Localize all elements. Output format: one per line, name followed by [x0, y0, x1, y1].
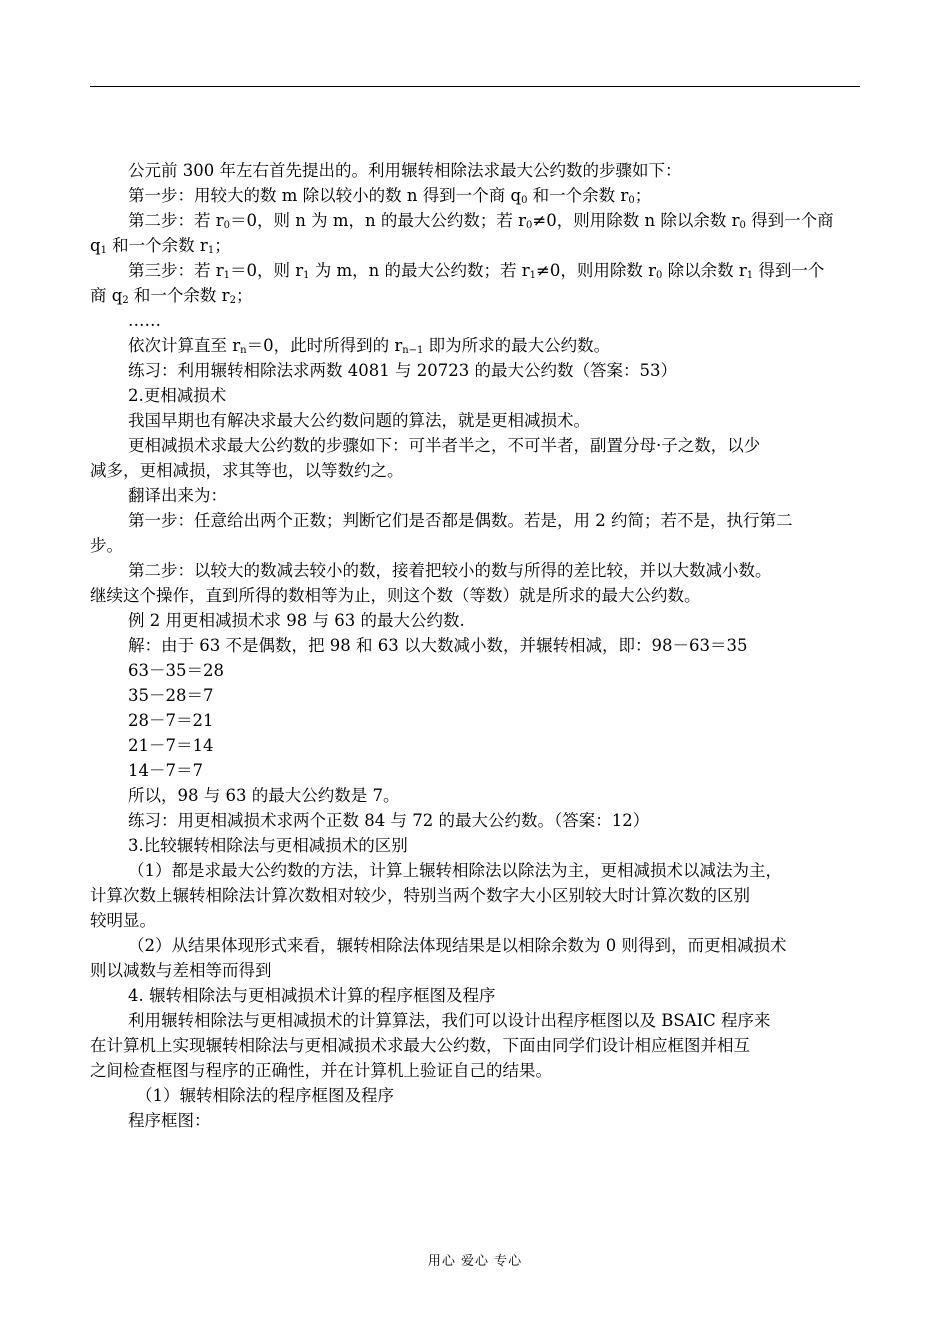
- text-line: [90, 208, 860, 233]
- text-line: [90, 1108, 860, 1133]
- text-run: 我国早期也有解决求最大公约数问题的算法，就是更相减损术。: [128, 411, 590, 430]
- text-run: 例 2 用更相减损术求 98 与 63 的最大公约数.: [128, 611, 465, 630]
- text-run: 和一个余数 r: [527, 186, 629, 205]
- text-run: 2.更相减损术: [128, 386, 227, 405]
- text-run: 第一步：任意给出两个正数；判断它们是否都是偶数。若是，用 2 约简；若不是，执行第二: [128, 511, 793, 530]
- text-line: [90, 833, 860, 858]
- subscript: 1: [207, 245, 215, 256]
- text-line: [90, 333, 860, 358]
- text-run: ≠0，则用除数 n 除以余数 r: [532, 211, 740, 230]
- text-line: [90, 433, 860, 458]
- text-run: 则以减数与差相等而得到: [90, 961, 272, 980]
- text-run: 练习：用更相减损术求两个正数 84 与 72 的最大公约数。（答案：12）: [128, 811, 650, 830]
- subscript: n: [240, 345, 247, 356]
- text-run: 得到一个: [753, 261, 825, 280]
- text-run: （1）辗转相除法的程序框图及程序: [136, 1086, 394, 1105]
- text-run: 28－7＝21: [128, 711, 214, 730]
- subscript: 1: [529, 270, 537, 281]
- text-run: 35－28＝7: [128, 686, 214, 705]
- text-run: 和一个余数 r: [106, 236, 208, 255]
- text-run: 和一个余数 r: [128, 286, 230, 305]
- text-line: [90, 233, 860, 258]
- text-run: 依次计算直至 r: [128, 336, 241, 355]
- subscript: 0: [656, 270, 663, 281]
- text-line: [90, 983, 860, 1008]
- text-run: （1）都是求最大公约数的方法，计算上辗转相除法以除法为主，更相减损术以减法为主，: [128, 861, 782, 880]
- text-line: [90, 608, 860, 633]
- text-run: q: [90, 236, 101, 255]
- text-run: ＝0，则 r: [230, 261, 304, 280]
- text-run: 63－35＝28: [128, 661, 224, 680]
- text-run: 商 q: [90, 286, 123, 305]
- text-run: 第一步：用较大的数 m 除以较小的数 n 得到一个商 q: [128, 186, 522, 205]
- text-run: 公元前 300 年左右首先提出的。利用辗转相除法求最大公约数的步骤如下：: [128, 161, 682, 180]
- subscript: 0: [628, 195, 635, 206]
- text-line: [90, 258, 860, 283]
- text-line: [90, 1083, 860, 1108]
- text-line: [90, 958, 860, 983]
- text-run: ＝0，此时所得到的 r: [246, 336, 403, 355]
- text-run: ≠0，则用除数 r: [536, 261, 657, 280]
- text-line: [90, 1033, 860, 1058]
- text-run: 解：由于 63 不是偶数，把 98 和 63 以大数减小数，并辗转相减，即：98－63＝35: [128, 636, 748, 655]
- text-run: 为 m，n 的最大公约数；若 r: [309, 261, 530, 280]
- text-run: ；: [214, 236, 231, 255]
- text-line: [90, 783, 860, 808]
- text-run: 在计算机上实现辗转相除法与更相减损术求最大公约数，下面由同学们设计相应框图并相互: [90, 1036, 750, 1055]
- text-line: [90, 758, 860, 783]
- text-run: ……: [128, 311, 161, 330]
- subscript: 1: [303, 270, 310, 281]
- subscript: 0: [223, 220, 231, 231]
- text-line: [90, 558, 860, 583]
- text-line: [90, 358, 860, 383]
- page-footer: 用心 爱心 专心: [427, 1254, 523, 1269]
- text-run: 较明显。: [90, 911, 156, 930]
- text-run: ＝0，则 n 为 m，n 的最大公约数；若 r: [230, 211, 527, 230]
- text-run: 4. 辗转相除法与更相减损术计算的程序框图及程序: [128, 986, 496, 1005]
- text-line: [90, 283, 860, 308]
- text-run: 即为所求的最大公约数。: [423, 336, 611, 355]
- text-run: ；: [235, 286, 253, 305]
- text-line: [90, 483, 860, 508]
- text-run: （2）从结果体现形式来看，辗转相除法体现结果是以相除余数为 0 则得到，而更相减损术: [128, 936, 787, 955]
- text-line: [90, 658, 860, 683]
- text-line: [90, 908, 860, 933]
- text-line: [90, 883, 860, 908]
- subscript: 1: [100, 245, 107, 256]
- text-line: [90, 158, 860, 183]
- subscript: 1: [223, 270, 231, 281]
- text-line: [90, 708, 860, 733]
- text-line: [90, 583, 860, 608]
- text-run: 所以，98 与 63 的最大公约数是 7。: [128, 786, 400, 805]
- text-line: [90, 808, 860, 833]
- text-line: [90, 683, 860, 708]
- text-run: 21－7＝14: [128, 736, 214, 755]
- subscript: 1: [746, 270, 754, 281]
- text-run: 程序框图：: [128, 1111, 211, 1130]
- text-line: [90, 183, 860, 208]
- text-line: [90, 1058, 860, 1083]
- text-line: [90, 508, 860, 533]
- text-run: ；: [634, 186, 652, 205]
- text-line: [90, 408, 860, 433]
- subscript: 0: [521, 195, 528, 206]
- text-run: 利用辗转相除法与更相减损术的计算算法，我们可以设计出程序框图以及 BSAIC 程序来: [128, 1011, 771, 1030]
- header-rule: [90, 86, 860, 87]
- text-line: [90, 308, 860, 333]
- text-run: 除以余数 r: [662, 261, 747, 280]
- text-run: 之间检查框图与程序的正确性，并在计算机上验证自己的结果。: [90, 1061, 552, 1080]
- subscript: 2: [122, 295, 129, 306]
- text-run: 练习：利用辗转相除法求两数 4081 与 20723 的最大公约数（答案：53）: [128, 361, 677, 380]
- subscript: 2: [229, 295, 236, 306]
- text-run: 第三步：若 r: [128, 261, 224, 280]
- text-line: [90, 933, 860, 958]
- text-run: 得到一个商: [745, 211, 834, 230]
- subscript: 0: [526, 220, 533, 231]
- text-line: [90, 458, 860, 483]
- text-line: [90, 858, 860, 883]
- text-run: 翻译出来为：: [128, 486, 227, 505]
- text-run: 14－7＝7: [128, 761, 203, 780]
- text-line: [90, 1008, 860, 1033]
- text-line: [90, 383, 860, 408]
- text-run: 第二步：若 r: [128, 211, 224, 230]
- subscript: n−1: [402, 345, 424, 356]
- text-line: [90, 733, 860, 758]
- text-line: [90, 633, 860, 658]
- document-body: [90, 158, 860, 1133]
- text-run: 减多，更相减损，求其等也，以等数约之。: [90, 461, 404, 480]
- subscript: 0: [739, 220, 746, 231]
- text-run: 更相减损术求最大公约数的步骤如下：可半者半之，不可半者，副置分母·子之数，以少: [128, 436, 761, 455]
- text-run: 继续这个操作，直到所得的数相等为止，则这个数（等数）就是所求的最大公约数。: [90, 586, 701, 605]
- text-run: 计算次数上辗转相除法计算次数相对较少，特别当两个数字大小区别较大时计算次数的区别: [90, 886, 750, 905]
- text-run: 步。: [90, 536, 123, 555]
- text-run: 第二步：以较大的数减去较小的数，接着把较小的数与所得的差比较，并以大数减小数。: [128, 561, 772, 580]
- text-run: 3.比较辗转相除法与更相减损术的区别: [128, 836, 408, 855]
- text-line: [90, 533, 860, 558]
